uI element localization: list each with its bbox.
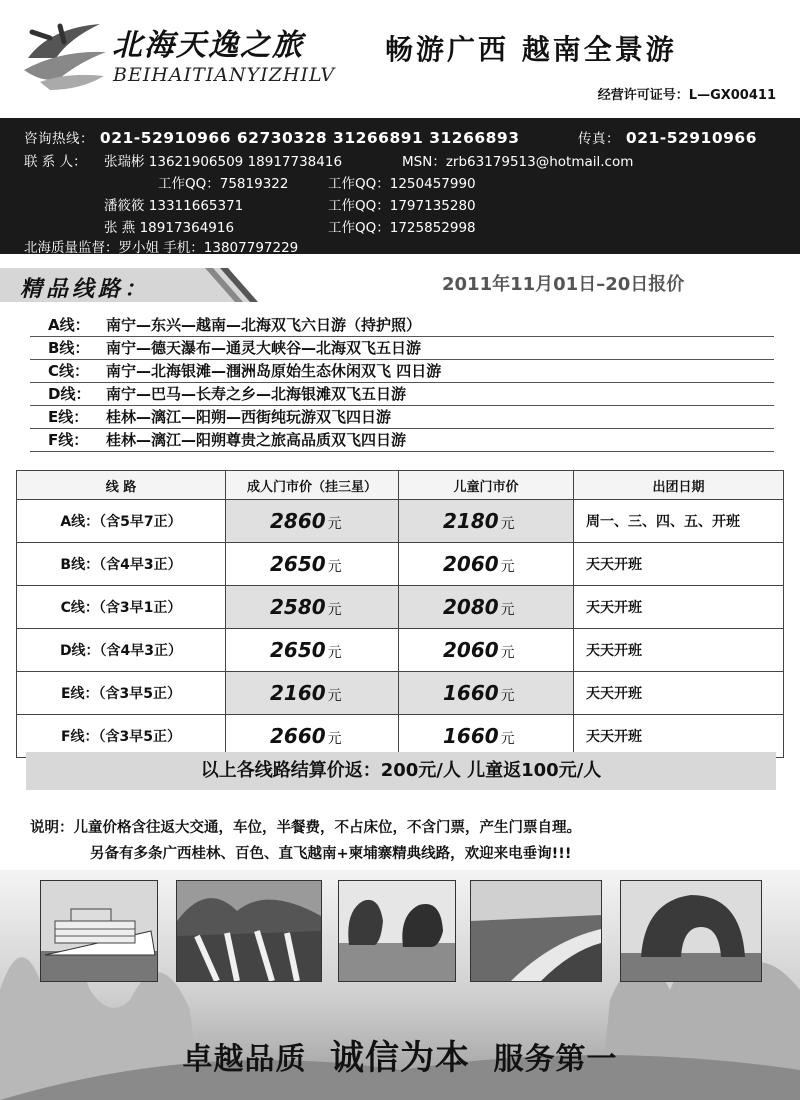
quote-date: 2011年11月01日–20日报价: [442, 274, 685, 295]
adult-price: [226, 543, 399, 586]
beach-icon: [471, 881, 601, 981]
row-line: D线：（含4早3正）: [17, 629, 226, 672]
child-price: [399, 629, 574, 672]
header-adult-price: 成人门市价（挂三星）: [226, 471, 399, 500]
adult-price: [226, 500, 399, 543]
price-unit: 元: [500, 516, 515, 532]
price-unit: 元: [500, 559, 515, 575]
route-item: [30, 360, 774, 383]
beach-photo: [470, 880, 602, 982]
child-price: [399, 672, 574, 715]
price-unit: 元: [500, 645, 515, 661]
table-row: [17, 586, 784, 629]
child-price-value: 2060: [443, 638, 499, 662]
table-row: [17, 500, 784, 543]
qq-1: 工作QQ：75819322: [158, 176, 289, 192]
route-item: [30, 314, 774, 337]
header-route: 线 路: [17, 471, 226, 500]
child-price-value: 2180: [443, 509, 499, 533]
departure-date: 天天开班: [574, 715, 784, 758]
route-text: 桂林—漓江—阳朔尊贵之旅高品质双飞四日游: [106, 431, 407, 449]
cruise-ship-icon: [41, 881, 157, 981]
halong-bay-photo: [338, 880, 456, 982]
row-line: F线：（含3早5正）: [17, 715, 226, 758]
table-row: [17, 629, 784, 672]
waterfall-photo: [176, 880, 322, 982]
msn-address: MSN：zrb63179513@hotmail.com: [402, 154, 634, 170]
fax-label: 传真：: [578, 131, 620, 147]
departure-date: 天天开班: [574, 629, 784, 672]
note-line-1: 说明：儿童价格含往返大交通，车位，半餐费，不占床位，不含门票，产生门票自理。: [30, 820, 581, 836]
fax-number: 021-52910966: [625, 129, 757, 147]
contact-person-1: 张瑞彬 13621906509 18917738416: [104, 154, 343, 170]
price-unit: 元: [327, 731, 342, 747]
price-unit: 元: [327, 602, 342, 618]
brand-name-cn: 北海天逸之旅: [112, 28, 304, 63]
motto: [0, 1030, 800, 1079]
adult-price: [226, 672, 399, 715]
adult-price-value: 2650: [270, 552, 326, 576]
child-price: [399, 500, 574, 543]
price-unit: 元: [327, 559, 342, 575]
waterfall-icon: [177, 881, 321, 981]
quality-supervisor: 北海质量监督：罗小姐 手机：13807797229: [24, 240, 299, 256]
route-label: E线：: [48, 408, 89, 426]
contact-person-2: 潘筱筱 13311665371: [104, 198, 244, 214]
child-price-value: 2060: [443, 552, 499, 576]
elephant-trunk-hill-photo: [620, 880, 762, 982]
child-price-value: 1660: [443, 724, 499, 748]
row-line: C线：（含3早1正）: [17, 586, 226, 629]
motto-part-3: 服务第一: [493, 1042, 618, 1077]
route-label: F线：: [48, 431, 89, 449]
note-line-2: 另备有多条广西桂林、百色、直飞越南+柬埔寨精典线路，欢迎来电垂询!!!: [90, 846, 572, 862]
route-text: 桂林—漓江—阳朔—西街纯玩游双飞四日游: [106, 408, 392, 426]
section-title: 精品线路：: [20, 277, 151, 302]
adult-price-value: 2650: [270, 638, 326, 662]
table-row: [17, 543, 784, 586]
sea-rocks-icon: [339, 881, 455, 981]
route-text: 南宁—巴马—长寿之乡—北海银滩双飞五日游: [106, 385, 407, 403]
adult-price-value: 2860: [270, 509, 326, 533]
departure-date: 天天开班: [574, 672, 784, 715]
contact-person-3: 张 燕 18917364916: [104, 220, 235, 236]
price-unit: 元: [500, 602, 515, 618]
logo-icon: [20, 18, 110, 96]
motto-part-1: 卓越品质: [182, 1042, 307, 1077]
hotline-numbers: 021-52910966 62730328 31266891 31266893: [99, 129, 520, 147]
route-item: [30, 406, 774, 429]
fax-row: [578, 127, 757, 147]
cruise-ship-photo: [40, 880, 158, 982]
adult-price-value: 2580: [270, 595, 326, 619]
price-table: [16, 470, 784, 758]
row-line: B线：（含4早3正）: [17, 543, 226, 586]
hotline-row: [24, 127, 520, 147]
price-unit: 元: [500, 688, 515, 704]
route-label: C线：: [48, 362, 90, 380]
row-line: A线：（含5早7正）: [17, 500, 226, 543]
price-unit: 元: [327, 645, 342, 661]
hotline-label: 咨询热线：: [24, 131, 94, 147]
adult-price-value: 2660: [270, 724, 326, 748]
qq-2: 工作QQ：1250457990: [328, 176, 476, 192]
price-unit: 元: [327, 688, 342, 704]
child-price-value: 2080: [443, 595, 499, 619]
elephant-hill-icon: [621, 881, 761, 981]
contact-band: [0, 118, 800, 254]
route-text: 南宁—东兴—越南—北海双飞六日游（持护照）: [106, 316, 422, 334]
departure-date: 周一、三、四、五、开班: [574, 500, 784, 543]
contact-label: 联 系 人：: [24, 154, 87, 170]
header-departure: 出团日期: [574, 471, 784, 500]
adult-price: [226, 586, 399, 629]
brand-name-en: BEIHAITIANYIZHILV: [113, 64, 336, 86]
qq-4: 工作QQ：1725852998: [328, 220, 476, 236]
child-price: [399, 586, 574, 629]
child-price-value: 1660: [443, 681, 499, 705]
route-label: D线：: [48, 385, 91, 403]
price-unit: 元: [500, 731, 515, 747]
route-text: 南宁—德天瀑布—通灵大峡谷—北海双飞五日游: [106, 339, 422, 357]
route-item: [30, 429, 774, 452]
header-child-price: 儿童门市价: [399, 471, 574, 500]
child-price: [399, 543, 574, 586]
license-number: 经营许可证号：L—GX00411: [597, 88, 776, 103]
route-item: [30, 337, 774, 360]
departure-date: 天天开班: [574, 543, 784, 586]
route-item: [30, 383, 774, 406]
departure-date: 天天开班: [574, 586, 784, 629]
table-row: [17, 672, 784, 715]
header: [0, 0, 800, 118]
slogan: 畅游广西 越南全景游: [385, 33, 677, 66]
settlement-banner: 以上各线路结算价返：200元/人 儿童返100元/人: [26, 752, 776, 790]
qq-3: 工作QQ：1797135280: [328, 198, 476, 214]
route-label: A线：: [48, 316, 90, 334]
route-text: 南宁—北海银滩—涠洲岛原始生态休闲双飞 四日游: [106, 362, 442, 380]
adult-price: [226, 629, 399, 672]
section-title-band: [0, 266, 260, 304]
price-unit: 元: [327, 516, 342, 532]
route-label: B线：: [48, 339, 90, 357]
motto-part-2: 诚信为本: [330, 1038, 470, 1078]
adult-price-value: 2160: [270, 681, 326, 705]
row-line: E线：（含3早5正）: [17, 672, 226, 715]
route-list: [24, 314, 774, 452]
table-header-row: [17, 471, 784, 500]
